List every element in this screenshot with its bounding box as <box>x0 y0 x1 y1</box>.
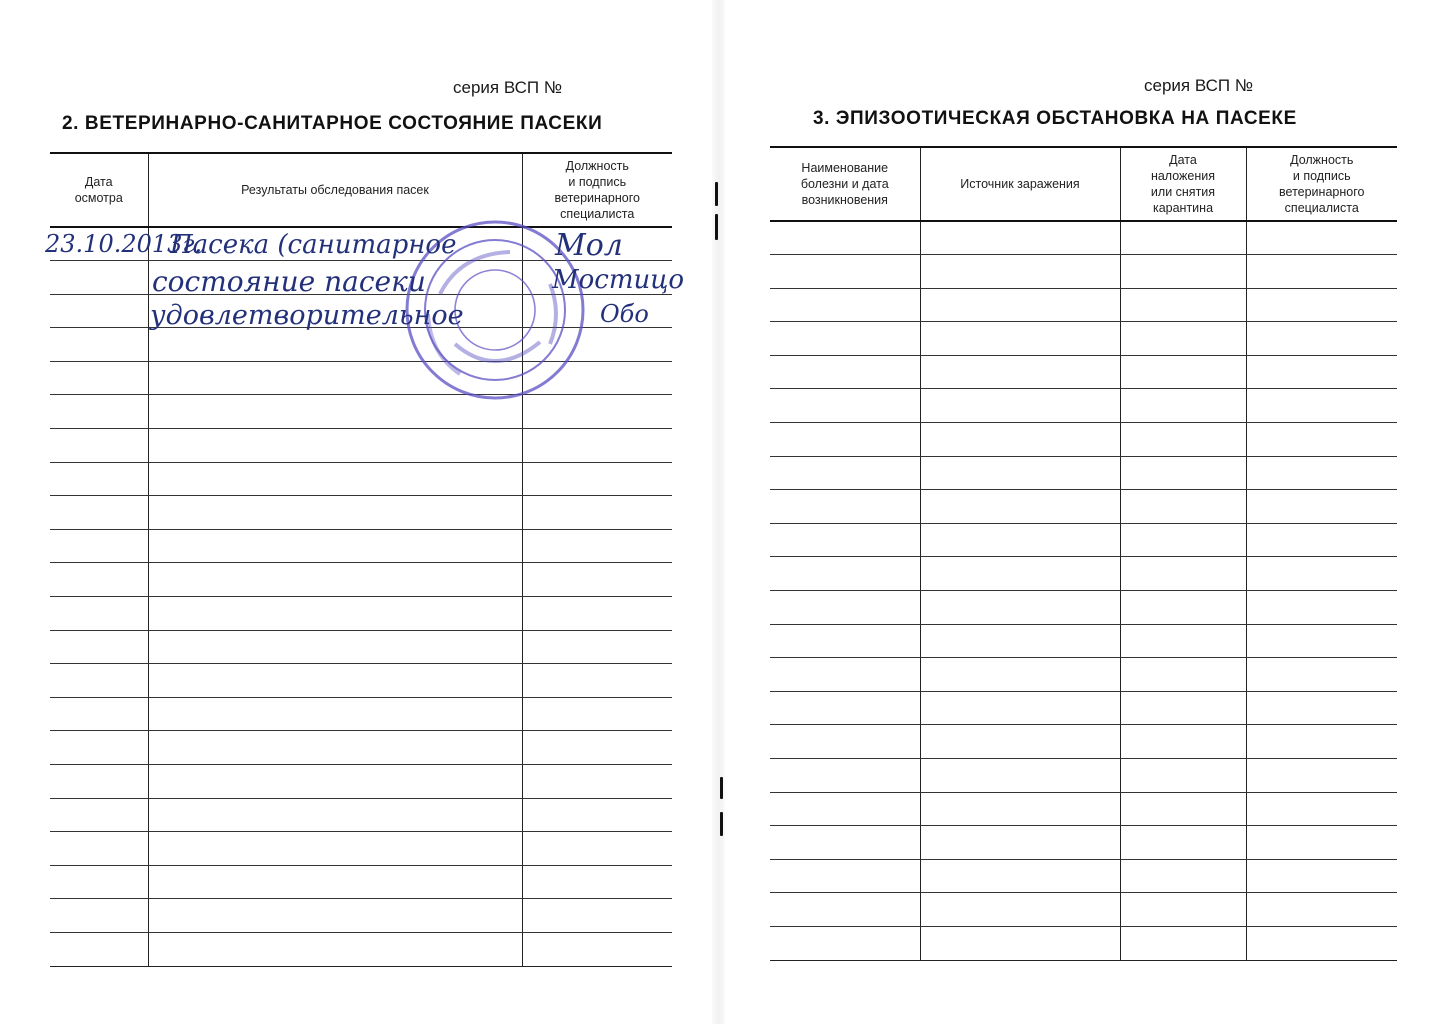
handwritten-position-1: Мол <box>555 228 623 263</box>
header-line: болезни и дата <box>800 177 889 191</box>
table-cell <box>1120 456 1246 490</box>
table-cell <box>1120 691 1246 725</box>
header-line: и подпись <box>1292 169 1351 183</box>
table-cell <box>522 529 672 563</box>
header-line: Дата <box>84 175 113 189</box>
header-line: возникновения <box>801 193 888 207</box>
table-cell <box>920 826 1120 860</box>
table-cell <box>1120 423 1246 457</box>
table-cell <box>1246 523 1397 557</box>
table-cell <box>1246 591 1397 625</box>
table-cell <box>148 697 522 731</box>
table-cell <box>920 691 1120 725</box>
table-cell <box>1120 826 1246 860</box>
table-row <box>50 496 672 530</box>
table-cell <box>522 563 672 597</box>
table-cell <box>1246 725 1397 759</box>
table-cell <box>770 591 920 625</box>
table-cell <box>148 798 522 832</box>
table-cell <box>50 899 148 933</box>
table-cell <box>50 798 148 832</box>
table-cell <box>50 932 148 966</box>
table-row <box>770 322 1397 356</box>
table-cell <box>1246 826 1397 860</box>
table-row <box>770 893 1397 927</box>
table-cell <box>1120 221 1246 255</box>
table-cell <box>1120 658 1246 692</box>
table-cell <box>1120 792 1246 826</box>
table-row <box>50 865 672 899</box>
section-heading: 3. ЭПИЗООТИЧЕСКАЯ ОБСТАНОВКА НА ПАСЕКЕ <box>813 108 1297 129</box>
table-cell <box>1246 658 1397 692</box>
table-cell <box>920 255 1120 289</box>
table-row <box>50 630 672 664</box>
table-cell <box>50 462 148 496</box>
table-cell <box>920 322 1120 356</box>
table-cell <box>770 859 920 893</box>
table-row <box>50 462 672 496</box>
table-cell <box>1120 759 1246 793</box>
table-cell <box>920 926 1120 960</box>
table-cell <box>770 893 920 927</box>
handwritten-date: 23.10.2013г. <box>45 230 203 258</box>
handwritten-line-2: состояние пасеки <box>152 265 426 298</box>
table-row <box>50 731 672 765</box>
table-cell <box>522 899 672 933</box>
table-cell <box>148 664 522 698</box>
table-cell <box>50 429 148 463</box>
table-cell <box>50 765 148 799</box>
handwritten-line-1: Пасека (санитарное <box>170 230 457 260</box>
table-cell <box>50 664 148 698</box>
series-label: серия ВСП № <box>453 78 563 97</box>
header-line: Дата <box>1169 153 1197 167</box>
header-line: специалиста <box>1284 201 1359 215</box>
table-cell <box>1246 926 1397 960</box>
table-cell <box>920 456 1120 490</box>
table-cell <box>148 529 522 563</box>
table-cell <box>1246 859 1397 893</box>
table-cell <box>50 563 148 597</box>
table-cell <box>1120 926 1246 960</box>
handwritten-line-3: удовлетворительное <box>150 300 464 331</box>
table-cell <box>770 926 920 960</box>
table-row <box>770 859 1397 893</box>
table-cell <box>920 221 1120 255</box>
table-cell <box>1246 624 1397 658</box>
table-cell <box>522 496 672 530</box>
table-cell <box>1246 423 1397 457</box>
table-cell <box>1246 322 1397 356</box>
table-cell <box>1120 389 1246 423</box>
table-cell <box>1246 691 1397 725</box>
table-cell <box>50 731 148 765</box>
table-cell <box>148 832 522 866</box>
table-cell <box>1120 725 1246 759</box>
table-cell <box>920 759 1120 793</box>
right-page <box>725 0 1450 1024</box>
table-cell <box>1120 557 1246 591</box>
header-line: осмотра <box>74 191 123 205</box>
table-cell <box>770 288 920 322</box>
handwritten-signature: Обо <box>600 300 649 328</box>
column-header-signature <box>1246 147 1397 221</box>
table-cell <box>1246 456 1397 490</box>
table-cell <box>148 429 522 463</box>
table-cell <box>770 255 920 289</box>
table-cell <box>522 664 672 698</box>
staple-mark <box>715 214 718 240</box>
table-row <box>50 899 672 933</box>
table-row <box>770 591 1397 625</box>
table-row <box>770 423 1397 457</box>
table-cell <box>1120 255 1246 289</box>
section-heading: 2. ВЕТЕРИНАРНО-САНИТАРНОЕ СОСТОЯНИЕ ПАСЕКИ <box>62 113 603 134</box>
table-cell <box>1246 221 1397 255</box>
table-cell <box>522 630 672 664</box>
table-cell <box>50 328 148 362</box>
table-cell <box>770 725 920 759</box>
table-cell <box>1120 288 1246 322</box>
table-row <box>770 288 1397 322</box>
table-cell <box>50 865 148 899</box>
header-line: Наименование <box>801 161 889 175</box>
table-cell <box>522 798 672 832</box>
table-cell <box>770 456 920 490</box>
table-row <box>770 456 1397 490</box>
table-cell <box>770 523 920 557</box>
table-cell <box>1246 490 1397 524</box>
table-cell <box>1120 859 1246 893</box>
table-cell <box>920 423 1120 457</box>
table-row <box>50 765 672 799</box>
table-cell <box>50 261 148 295</box>
table-row <box>50 798 672 832</box>
table-cell <box>920 557 1120 591</box>
header-line: или снятия <box>1150 185 1216 199</box>
table-cell <box>1246 389 1397 423</box>
table-cell <box>920 523 1120 557</box>
table-row <box>770 221 1397 255</box>
table-row <box>770 725 1397 759</box>
table-cell <box>148 462 522 496</box>
table-row <box>770 691 1397 725</box>
column-header-source <box>920 147 1120 221</box>
table-cell <box>522 731 672 765</box>
epizootic-table <box>770 146 1397 961</box>
table-cell <box>50 496 148 530</box>
table-cell <box>770 759 920 793</box>
table-cell <box>148 765 522 799</box>
table-cell <box>920 389 1120 423</box>
table-cell <box>50 697 148 731</box>
table-row <box>50 832 672 866</box>
table-row <box>50 597 672 631</box>
table-cell <box>770 423 920 457</box>
table-cell <box>770 624 920 658</box>
table-cell <box>50 597 148 631</box>
table-cell <box>50 630 148 664</box>
header-line: ветеринарного <box>554 191 640 205</box>
table-row <box>50 529 672 563</box>
header-line: Источник заражения <box>960 177 1080 191</box>
table-cell <box>522 697 672 731</box>
table-cell <box>50 294 148 328</box>
table-cell <box>148 731 522 765</box>
table-cell <box>1120 624 1246 658</box>
table-cell <box>770 322 920 356</box>
table-cell <box>920 624 1120 658</box>
table-cell <box>522 832 672 866</box>
table-cell <box>148 630 522 664</box>
table-cell <box>148 899 522 933</box>
table-cell <box>770 355 920 389</box>
table-row <box>770 658 1397 692</box>
header-line: ветеринарного <box>1279 185 1365 199</box>
table-cell <box>50 832 148 866</box>
table-cell <box>1246 759 1397 793</box>
table-row <box>50 563 672 597</box>
table-cell <box>770 658 920 692</box>
book-fold <box>712 0 725 1024</box>
table-row <box>770 523 1397 557</box>
table-cell <box>1246 255 1397 289</box>
table-cell <box>770 691 920 725</box>
table-cell <box>148 597 522 631</box>
header-line: специалиста <box>560 207 635 221</box>
table-cell <box>50 361 148 395</box>
table-cell <box>522 597 672 631</box>
table-cell <box>770 389 920 423</box>
table-cell <box>148 563 522 597</box>
table-row <box>770 355 1397 389</box>
table-cell <box>1246 355 1397 389</box>
table-cell <box>770 792 920 826</box>
table-cell <box>1246 557 1397 591</box>
table-cell <box>50 529 148 563</box>
table-cell <box>920 859 1120 893</box>
staple-mark <box>720 777 723 799</box>
table-row <box>50 697 672 731</box>
table-row <box>770 826 1397 860</box>
staple-mark <box>720 812 723 836</box>
table-cell <box>1246 893 1397 927</box>
table-cell <box>920 893 1120 927</box>
table-row <box>770 255 1397 289</box>
table-row <box>770 759 1397 793</box>
table-cell <box>920 355 1120 389</box>
table-cell <box>770 221 920 255</box>
table-cell <box>920 591 1120 625</box>
table-row <box>770 926 1397 960</box>
table-cell <box>522 865 672 899</box>
table-cell <box>1120 490 1246 524</box>
header-line: Должность <box>1290 153 1354 167</box>
table-row <box>770 389 1397 423</box>
left-page <box>0 0 712 1024</box>
header-line: Должность <box>565 159 629 173</box>
table-row <box>50 429 672 463</box>
table-cell <box>148 496 522 530</box>
table-cell <box>770 490 920 524</box>
table-cell <box>1120 355 1246 389</box>
table-row <box>770 490 1397 524</box>
table-cell <box>1246 288 1397 322</box>
column-header-date <box>50 153 148 227</box>
table-cell <box>50 395 148 429</box>
table-cell <box>1120 893 1246 927</box>
table-cell <box>1246 792 1397 826</box>
table-header-row <box>770 147 1397 221</box>
series-label: серия ВСП № <box>1144 76 1254 95</box>
table-row <box>50 664 672 698</box>
table-cell <box>770 826 920 860</box>
staple-mark <box>715 182 718 206</box>
table-cell <box>522 765 672 799</box>
header-line: Результаты обследования пасек <box>241 183 429 197</box>
table-cell <box>522 462 672 496</box>
header-line: наложения <box>1150 169 1216 183</box>
header-line: карантина <box>1152 201 1214 215</box>
table-cell <box>920 288 1120 322</box>
table-cell <box>1120 523 1246 557</box>
table-cell <box>522 429 672 463</box>
table-row <box>50 932 672 966</box>
handwritten-position-2: Мостицо <box>552 265 685 295</box>
table-row <box>770 557 1397 591</box>
table-cell <box>920 792 1120 826</box>
column-header-quarantine <box>1120 147 1246 221</box>
table-cell <box>522 932 672 966</box>
table-cell <box>1120 322 1246 356</box>
table-cell <box>1120 591 1246 625</box>
column-header-disease <box>770 147 920 221</box>
table-cell <box>770 557 920 591</box>
table-cell <box>920 725 1120 759</box>
table-cell <box>920 490 1120 524</box>
table-cell <box>148 932 522 966</box>
table-cell <box>920 658 1120 692</box>
table-row <box>770 624 1397 658</box>
table-cell <box>148 865 522 899</box>
header-line: и подпись <box>568 175 627 189</box>
table-row <box>770 792 1397 826</box>
